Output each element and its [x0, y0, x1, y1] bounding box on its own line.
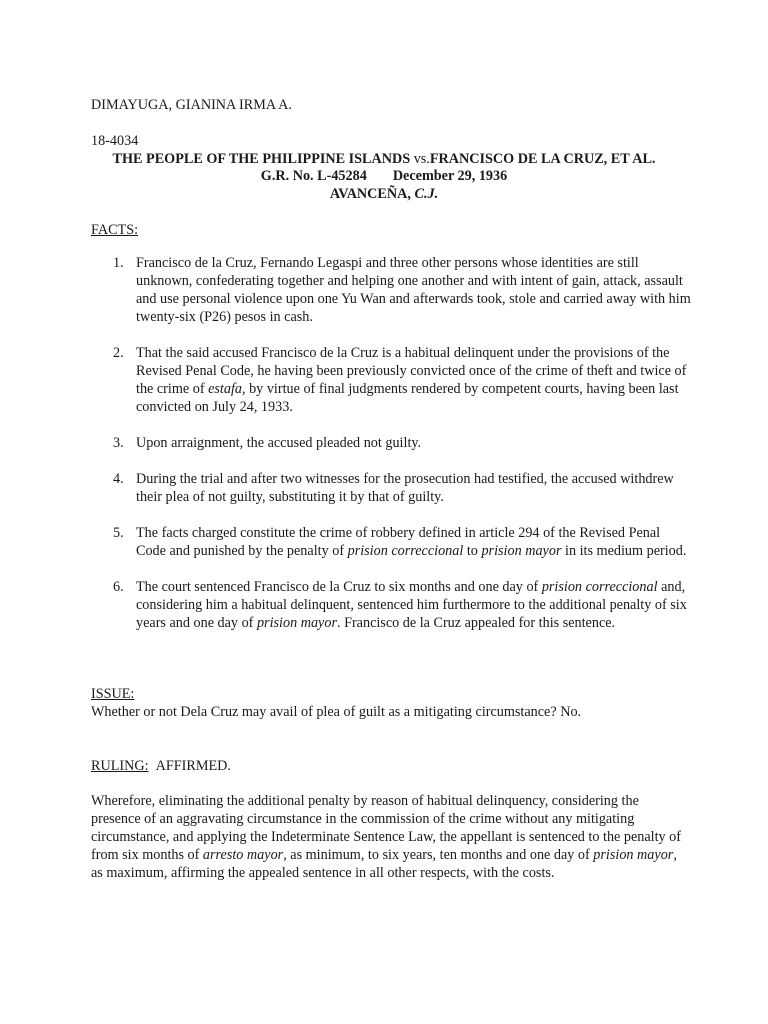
- student-name: DIMAYUGA, GIANINA IRMA A.: [91, 97, 292, 113]
- fact-number: 4.: [113, 471, 124, 487]
- ponente-title: C.J.: [414, 186, 439, 202]
- fact-text: Upon arraignment, the accused pleaded not guilty.: [136, 435, 422, 451]
- case-gr-no: G.R. No. L-45284: [260, 168, 367, 184]
- ruling-text: Wherefore, eliminating the additional penalty by reason of habitual delinquency, considering the presence of an aggravating circumstance in the commission of the crime without any mitigating circumstance, and applying the Indeterminate Sentence Law, the appellant is sentenced to the penalty of from six months of: [91, 793, 681, 863]
- case-date: December 29, 1936: [392, 168, 508, 184]
- fact-text: The facts charged constitute the crime of robbery defined in article 294 of the Revised Penal Code and punished by the penalty of: [136, 525, 661, 559]
- fact-item: [91, 434, 691, 452]
- fact-text: During the trial and after two witnesses for the prosecution had testified, the accused withdrew their plea of not guilty, substituting it by that of guilty.: [136, 471, 674, 505]
- ruling-verdict: AFFIRMED.: [155, 758, 231, 774]
- fact-item: [91, 254, 691, 326]
- ponente-line: [0, 185, 768, 203]
- fact-number: 3.: [113, 435, 124, 451]
- case-vs: vs.: [413, 151, 430, 167]
- fact-italic: estafa: [208, 381, 242, 397]
- case-party-2: FRANCISCO DE LA CRUZ, ET AL.: [429, 151, 656, 167]
- issue-text: Whether or not Dela Cruz may avail of plea of guilt as a mitigating circumstance? No.: [91, 704, 582, 720]
- fact-text: That the said accused Francisco de la Cruz is a habitual delinquent under the provisions of the Revised Penal Code, he having been previously convicted once of the crime of theft and twice of the crime of: [136, 345, 687, 397]
- ruling-text: , as minimum, to six years, ten months and one day of: [283, 847, 594, 863]
- student-id: 18-4034: [91, 133, 139, 149]
- fact-italic: prision mayor: [256, 615, 337, 631]
- fact-text: The court sentenced Francisco de la Cruz to six months and one day of: [136, 579, 542, 595]
- fact-text: in its medium period.: [561, 543, 687, 559]
- ruling-italic: arresto mayor: [202, 847, 284, 863]
- fact-number: 2.: [113, 345, 124, 361]
- ruling-italic: prision mayor: [593, 847, 674, 863]
- fact-number: 5.: [113, 525, 124, 541]
- fact-text: Francisco de la Cruz, Fernando Legaspi and three other persons whose identities are still unknown, confederating together and helping one another and with intent of gain, attack, assault and use personal violence upon one Yu Wan and afterwards took, stole and carried away with him twenty-six (P26) pesos in cash.: [136, 255, 691, 325]
- fact-italic: prision correccional: [541, 579, 658, 595]
- fact-text: and, considering him a habitual delinquent, sentenced him furthermore to the additional penalty of six years and one day of: [136, 579, 687, 631]
- case-number-line: [0, 167, 768, 185]
- fact-number: 1.: [113, 255, 124, 271]
- ruling-line: [91, 757, 231, 775]
- fact-item: [91, 524, 691, 560]
- fact-text: , by virtue of final judgments rendered by competent courts, having been last convicted on July 24, 1933.: [136, 381, 679, 415]
- fact-italic: prision mayor: [481, 543, 562, 559]
- ruling-heading: RULING:: [91, 758, 149, 774]
- fact-italic: prision correccional: [347, 543, 464, 559]
- fact-number: 6.: [113, 579, 124, 595]
- facts-heading: FACTS:: [91, 222, 139, 238]
- ponente-name: AVANCEÑA,: [329, 186, 411, 202]
- ruling-text: , as maximum, affirming the appealed sentence in all other respects, with the costs.: [91, 847, 677, 881]
- fact-text: to: [463, 543, 482, 559]
- fact-item: [91, 578, 691, 632]
- fact-item: [91, 344, 691, 416]
- case-party-1: THE PEOPLE OF THE PHILIPPINE ISLANDS: [112, 151, 411, 167]
- facts-list: [91, 254, 691, 650]
- fact-item: [91, 470, 691, 506]
- fact-text: . Francisco de la Cruz appealed for this sentence.: [336, 615, 616, 631]
- issue-heading: ISSUE:: [91, 686, 135, 702]
- ruling-paragraph: [91, 792, 685, 882]
- case-title: [0, 150, 768, 168]
